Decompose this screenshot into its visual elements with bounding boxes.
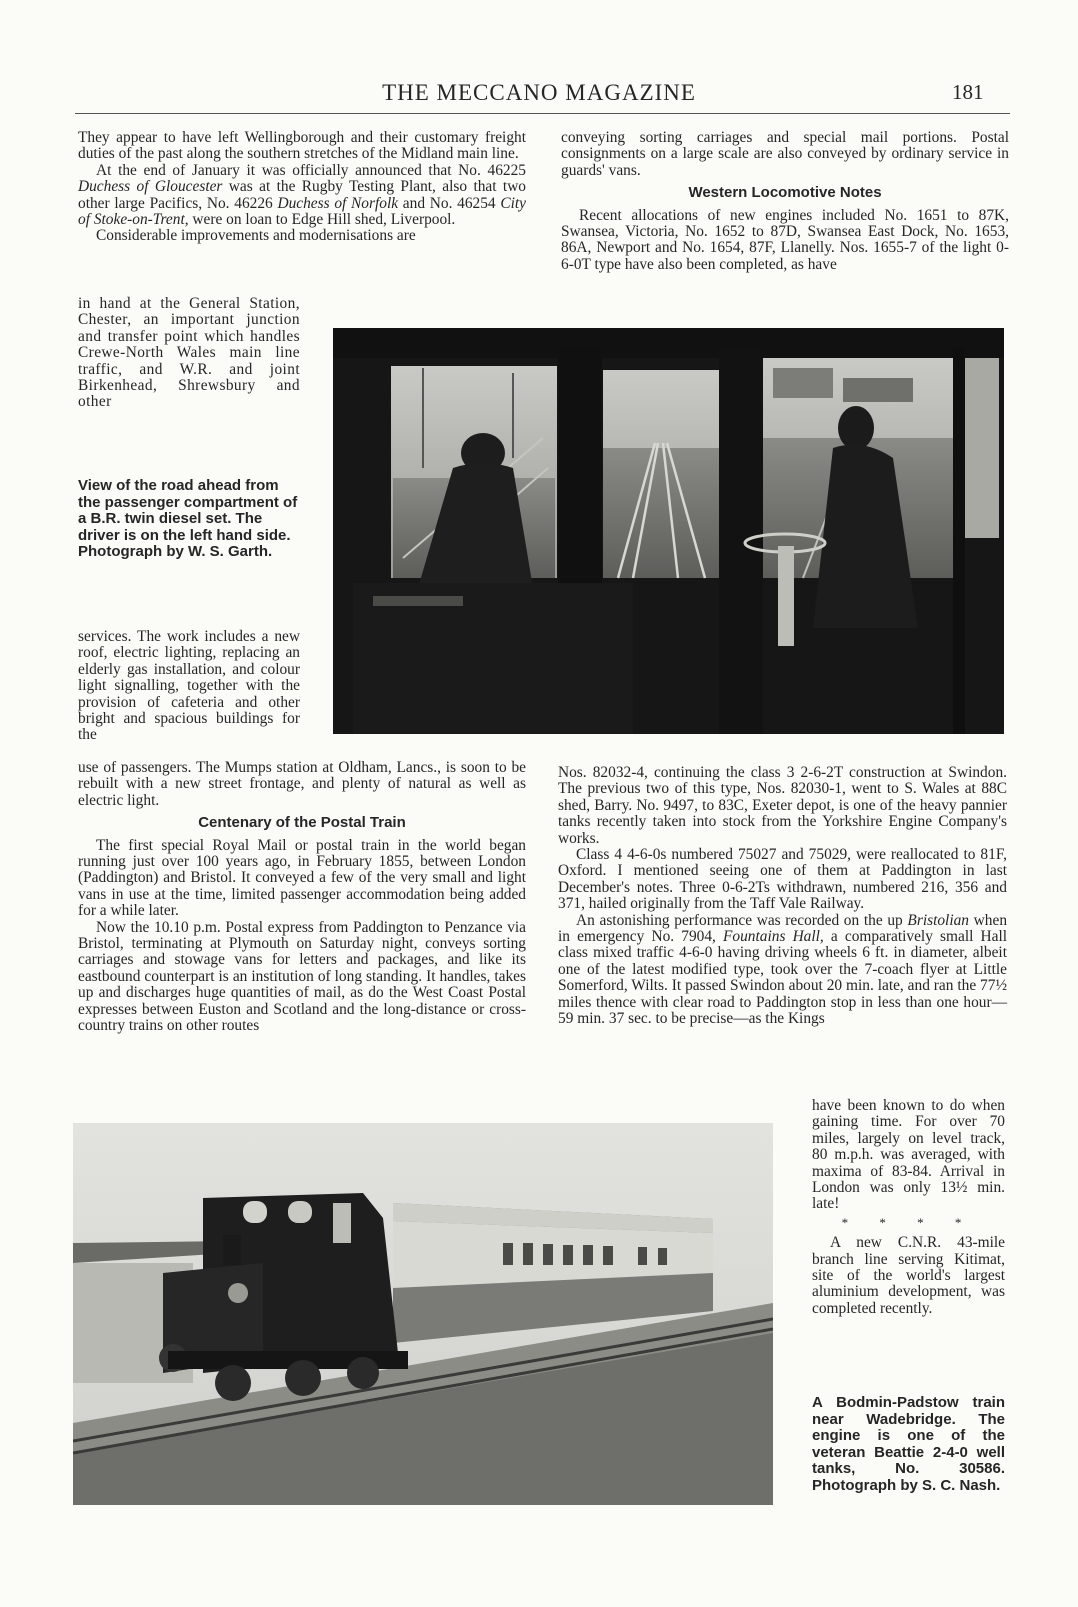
paragraph: They appear to have left Wellingborough and their customary freight duties of the past along the southern stretches of the Midland main line. [78, 129, 526, 163]
paragraph: Considerable improvements and modernisations are [96, 227, 416, 245]
section-divider-stars: * * * * [841, 1214, 976, 1230]
paragraph: use of passengers. The Mumps station at Oldham, Lancs., is soon to be rebuilt with a new street frontage, and plenty of natural as well as electric light. [78, 759, 526, 809]
photo-caption-bodmin: A Bodmin-Padstow train near Wadebridge. The engine is one of the veteran Beattie 2-4-0 well tanks, No. 30586. Photograph by S. C. Nash. [812, 1394, 1005, 1494]
page-number: 181 [952, 80, 984, 104]
photo-caption-cab-view: View of the road ahead from the passenger compartment of a B.R. twin diesel set. The driver is on the left hand side. Photograph by W. S. Garth. [78, 477, 298, 560]
paragraph: conveying sorting carriages and special mail portions. Postal consignments on a large scale are also conveyed by ordinary service in guards' vans. [561, 129, 1009, 179]
paragraph: At the end of January it was officially announced that No. 46225 Duchess of Gloucester was at the Rugby Testing Plant, also that two other large Pacifics, No. 46226 Duchess of Norfolk and No. 46254 City of Stoke-on-Trent, were on loan to Edge Hill shed, Liverpool. [78, 161, 527, 229]
paragraph: have been known to do when gaining time. For over 70 miles, largely on level track, 80 m.p.h. was averaged, with maxima of 83-84. Arrival in London was only 13½ min. late! [812, 1097, 1005, 1213]
section-heading-western-locomotive: Western Locomotive Notes [688, 184, 882, 202]
paragraph: The first special Royal Mail or postal train in the world began running just over 100 years ago, in February 1855, between London (Paddington) and Bristol. It conveyed a few of the very small and light vans in use at the time, limited passenger accommodation being added for a while later. [78, 836, 526, 920]
left-column-bottom [78, 760, 526, 1035]
train-illustration [73, 1123, 773, 1505]
paragraph: A new C.N.R. 43-mile branch line serving Kitimat, site of the world's largest aluminium development, was completed recently. [812, 1234, 1005, 1317]
photo-cab-view [333, 328, 1004, 734]
paragraph: Now the 10.10 p.m. Postal express from Paddington to Penzance via Bristol, terminating at Plymouth on Saturday night, conveys sorting carriages and stowage vans for letters and packages, and like its eastbound counterpart is an institution of long standing. It handles, takes up and discharges huge quantities of mail, as do the West Coast Postal expresses between Euston and Scotland and the long-distance or cross-country trains on other routes [78, 918, 526, 1035]
right-column-top [561, 130, 1009, 273]
section-heading-postal-train: Centenary of the Postal Train [198, 814, 406, 832]
cab-view-illustration [333, 328, 1004, 734]
left-narrow-text: in hand at the General Station, Chester, an important junction and transfer point which handles Crewe-North Wales main line traffic, and W.R. and joint Birkenhead, Shrewsbury and other [78, 295, 300, 411]
left-narrow-text-cont: services. The work includes a new roof, electric lighting, replacing an elderly gas installation, and colour light signalling, together with the provision of cafeteria and other bright and spacious buildings for the [78, 628, 300, 744]
paragraph: Nos. 82032-4, continuing the class 3 2-6-2T construction at Swindon. The previous two of this type, Nos. 82030-1, went to S. Wales at 88C shed, Barry. No. 9497, to 83C, Exeter depot, is one of the heavy pannier tanks recently taken into stock from the Yorkshire Engine Company's works. [558, 764, 1007, 847]
paragraph: Recent allocations of new engines included No. 1651 to 87K, Swansea, Victoria, No. 1652 to 87D, Swansea East Dock, No. 1653, 86A, Newport and No. 1654, 87F, Llanelly. Nos. 1655-7 of the light 0-6-0T type have also been completed, as have [561, 206, 1009, 273]
paragraph: An astonishing performance was recorded on the up Bristolian when in emergency No. 7904, Fountains Hall, a comparatively small Hall class mixed traffic 4-6-0 having driving wheels 6 ft. in diameter, albeit one of the latest modified type, took over the 7-coach flyer at Little Somerford, Wilts. It passed Swindon about 20 min. late, and ran the 77½ miles thence with clear road to Paddington stop in less than one hour—59 min. 37 sec. to be precise—as the Kings [558, 911, 1008, 1028]
right-column-middle [558, 765, 1007, 1028]
paragraph: Class 4 4-6-0s numbered 75027 and 75029, were reallocated to 81F, Oxford. I mentioned seeing one of them at Paddington in last December's notes. Three 0-6-2Ts withdrawn, numbered 216, 356 and 371, hailed originally from the Taff Vale Railway. [558, 846, 1007, 913]
magazine-title: THE MECCANO MAGAZINE [382, 80, 696, 105]
header-rule [75, 113, 1010, 114]
right-narrow-text [812, 1098, 1005, 1317]
left-column-top [78, 130, 526, 245]
photo-bodmin-padstow-train [73, 1123, 773, 1505]
